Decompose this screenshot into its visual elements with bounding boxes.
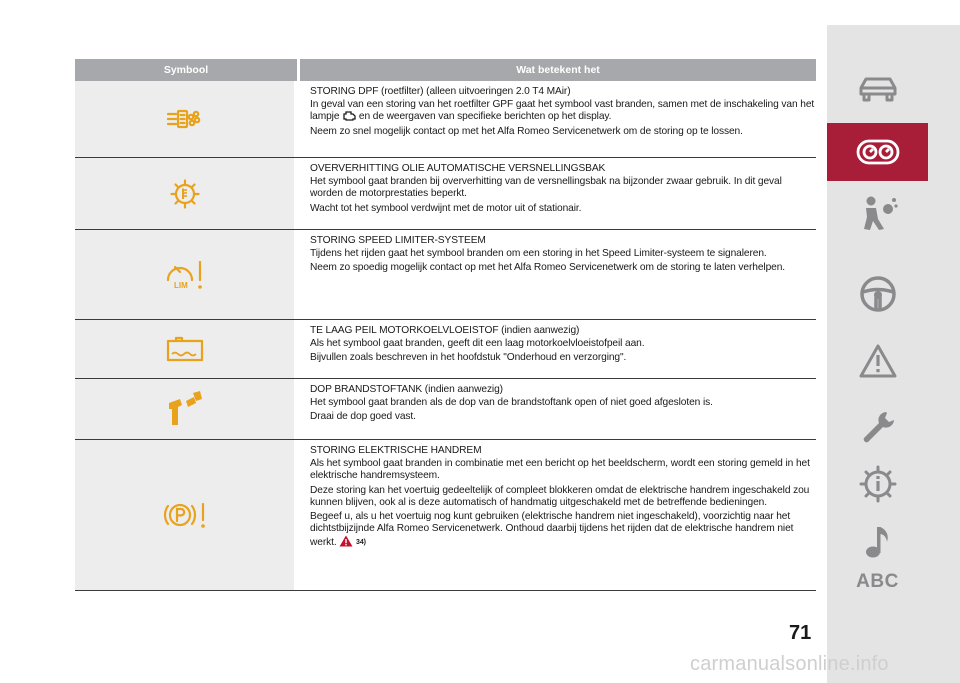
table-row <box>75 158 816 230</box>
nav-item-driving[interactable] <box>827 265 928 323</box>
row-text: Het symbool gaat branden bij oververhitting van de versnellingsbak na bijzonder zwaar gebruik. In dit geval worden de motorprestaties beperkt. <box>310 176 782 200</box>
row-text: Tijdens het rijden gaat het symbool branden om een storing in het Speed Limiter-systeem te signaleren. <box>310 248 767 260</box>
steering-wheel-icon <box>859 275 897 313</box>
row-text: Bijvullen zoals beschreven in het hoofdstuk "Onderhoud en verzorging". <box>310 352 627 364</box>
row-text: en de weergaven van specifieke berichten op het display. <box>358 111 612 123</box>
row-text: Neem zo snel mogelijk contact op met het Alfa Romeo Servicenetwerk om de storing op te lossen. <box>310 125 743 137</box>
watermark: carmanualsonline.info <box>690 653 889 675</box>
reference-note: 34) <box>356 539 366 547</box>
row-text: Als het symbool gaat branden in combinatie met een bericht op het beeldscherm, wordt een storing gemeld in het elektrische handremsysteem. <box>310 458 810 482</box>
row-title: STORING ELEKTRISCHE HANDREM <box>310 445 482 456</box>
nav-item-index[interactable] <box>827 553 928 611</box>
nav-item-maintenance[interactable] <box>827 399 928 457</box>
nav-item-instrument-panel[interactable] <box>827 123 928 181</box>
table-row <box>75 320 816 379</box>
warning-triangle-icon <box>858 343 898 379</box>
index-abc-label: ABC <box>856 571 899 592</box>
row-title: STORING DPF (roetfilter) (alleen uitvoeringen 2.0 T4 MAir) <box>310 86 571 97</box>
row-text: In geval van een storing van het roetfilter GPF gaat het symbool vast branden, samen met de inschakeling van het lampje <box>310 99 815 123</box>
engine-check-icon <box>342 111 356 121</box>
car-icon <box>857 74 899 104</box>
technical-data-icon <box>859 465 897 503</box>
header-meaning: Wat betekent het <box>516 64 600 76</box>
row-title: STORING SPEED LIMITER-SYSTEEM <box>310 235 486 246</box>
svg-text:LIM: LIM <box>173 280 188 290</box>
page-number: 71 <box>789 622 812 644</box>
symbol-table <box>75 59 816 591</box>
fuel-cap-icon <box>166 391 204 427</box>
row-text: Als het symbool gaat branden, geeft dit een laag motorkoelvloeistofpeil aan. <box>310 338 645 350</box>
header-symbol: Symbool <box>163 64 209 76</box>
electric-handbrake-fault-icon <box>163 500 207 530</box>
gearbox-overheat-icon <box>170 179 200 209</box>
instrument-panel-icon <box>855 137 901 167</box>
table-row <box>75 440 816 591</box>
table-header <box>75 59 816 81</box>
row-text: Deze storing kan het voertuig gedeeltelijk of compleet blokkeren omdat de elektrische handrem ingeschakeld zou kunnen blijven, ook al is deze automatisch of handmatig uitgeschakeld met de betreffende bedieningen. <box>310 484 810 508</box>
nav-item-car[interactable] <box>827 60 928 118</box>
row-text: Draai de dop goed vast. <box>310 411 416 423</box>
nav-item-emergency[interactable] <box>827 332 928 390</box>
row-text: Wacht tot het symbool verdwijnt met de motor uit of stationair. <box>310 202 582 214</box>
row-text: Het symbool gaat branden als de dop van de brandstoftank open of niet goed afgesloten is. <box>310 397 713 409</box>
row-text: Neem zo spoedig mogelijk contact op met het Alfa Romeo Servicenetwerk om de storing te laten verhelpen. <box>310 262 785 274</box>
table-row <box>75 81 816 158</box>
row-title: OVERVERHITTING OLIE AUTOMATISCHE VERSNELLINGSBAK <box>310 163 606 174</box>
table-row <box>75 379 816 440</box>
wrench-icon <box>859 409 897 447</box>
row-title: DOP BRANDSTOFTANK (indien aanwezig) <box>310 384 503 395</box>
row-title: TE LAAG PEIL MOTORKOELVLOEISTOF (indien aanwezig) <box>310 325 580 336</box>
airbag-person-icon <box>858 195 898 231</box>
nav-item-technical-data[interactable] <box>827 455 928 513</box>
nav-item-safety[interactable] <box>827 184 928 242</box>
warning-triangle-small-icon <box>339 535 353 547</box>
speed-limiter-fault-icon <box>164 258 206 292</box>
dpf-warning-icon <box>167 108 203 130</box>
row-text: Begeef u, als u het voertuig nog kunt gebruiken (elektrische handrem niet ingeschakeld), voorzichtig naar het dichtstbijzijnde Alfa Romeo Servicenetwerk. Onthoud daarbij tijdens het rijden dat de elektrische handrem niet werkt. <box>310 511 794 549</box>
chapter-sidebar <box>827 25 960 683</box>
coolant-level-icon <box>166 336 204 362</box>
table-row <box>75 230 816 320</box>
